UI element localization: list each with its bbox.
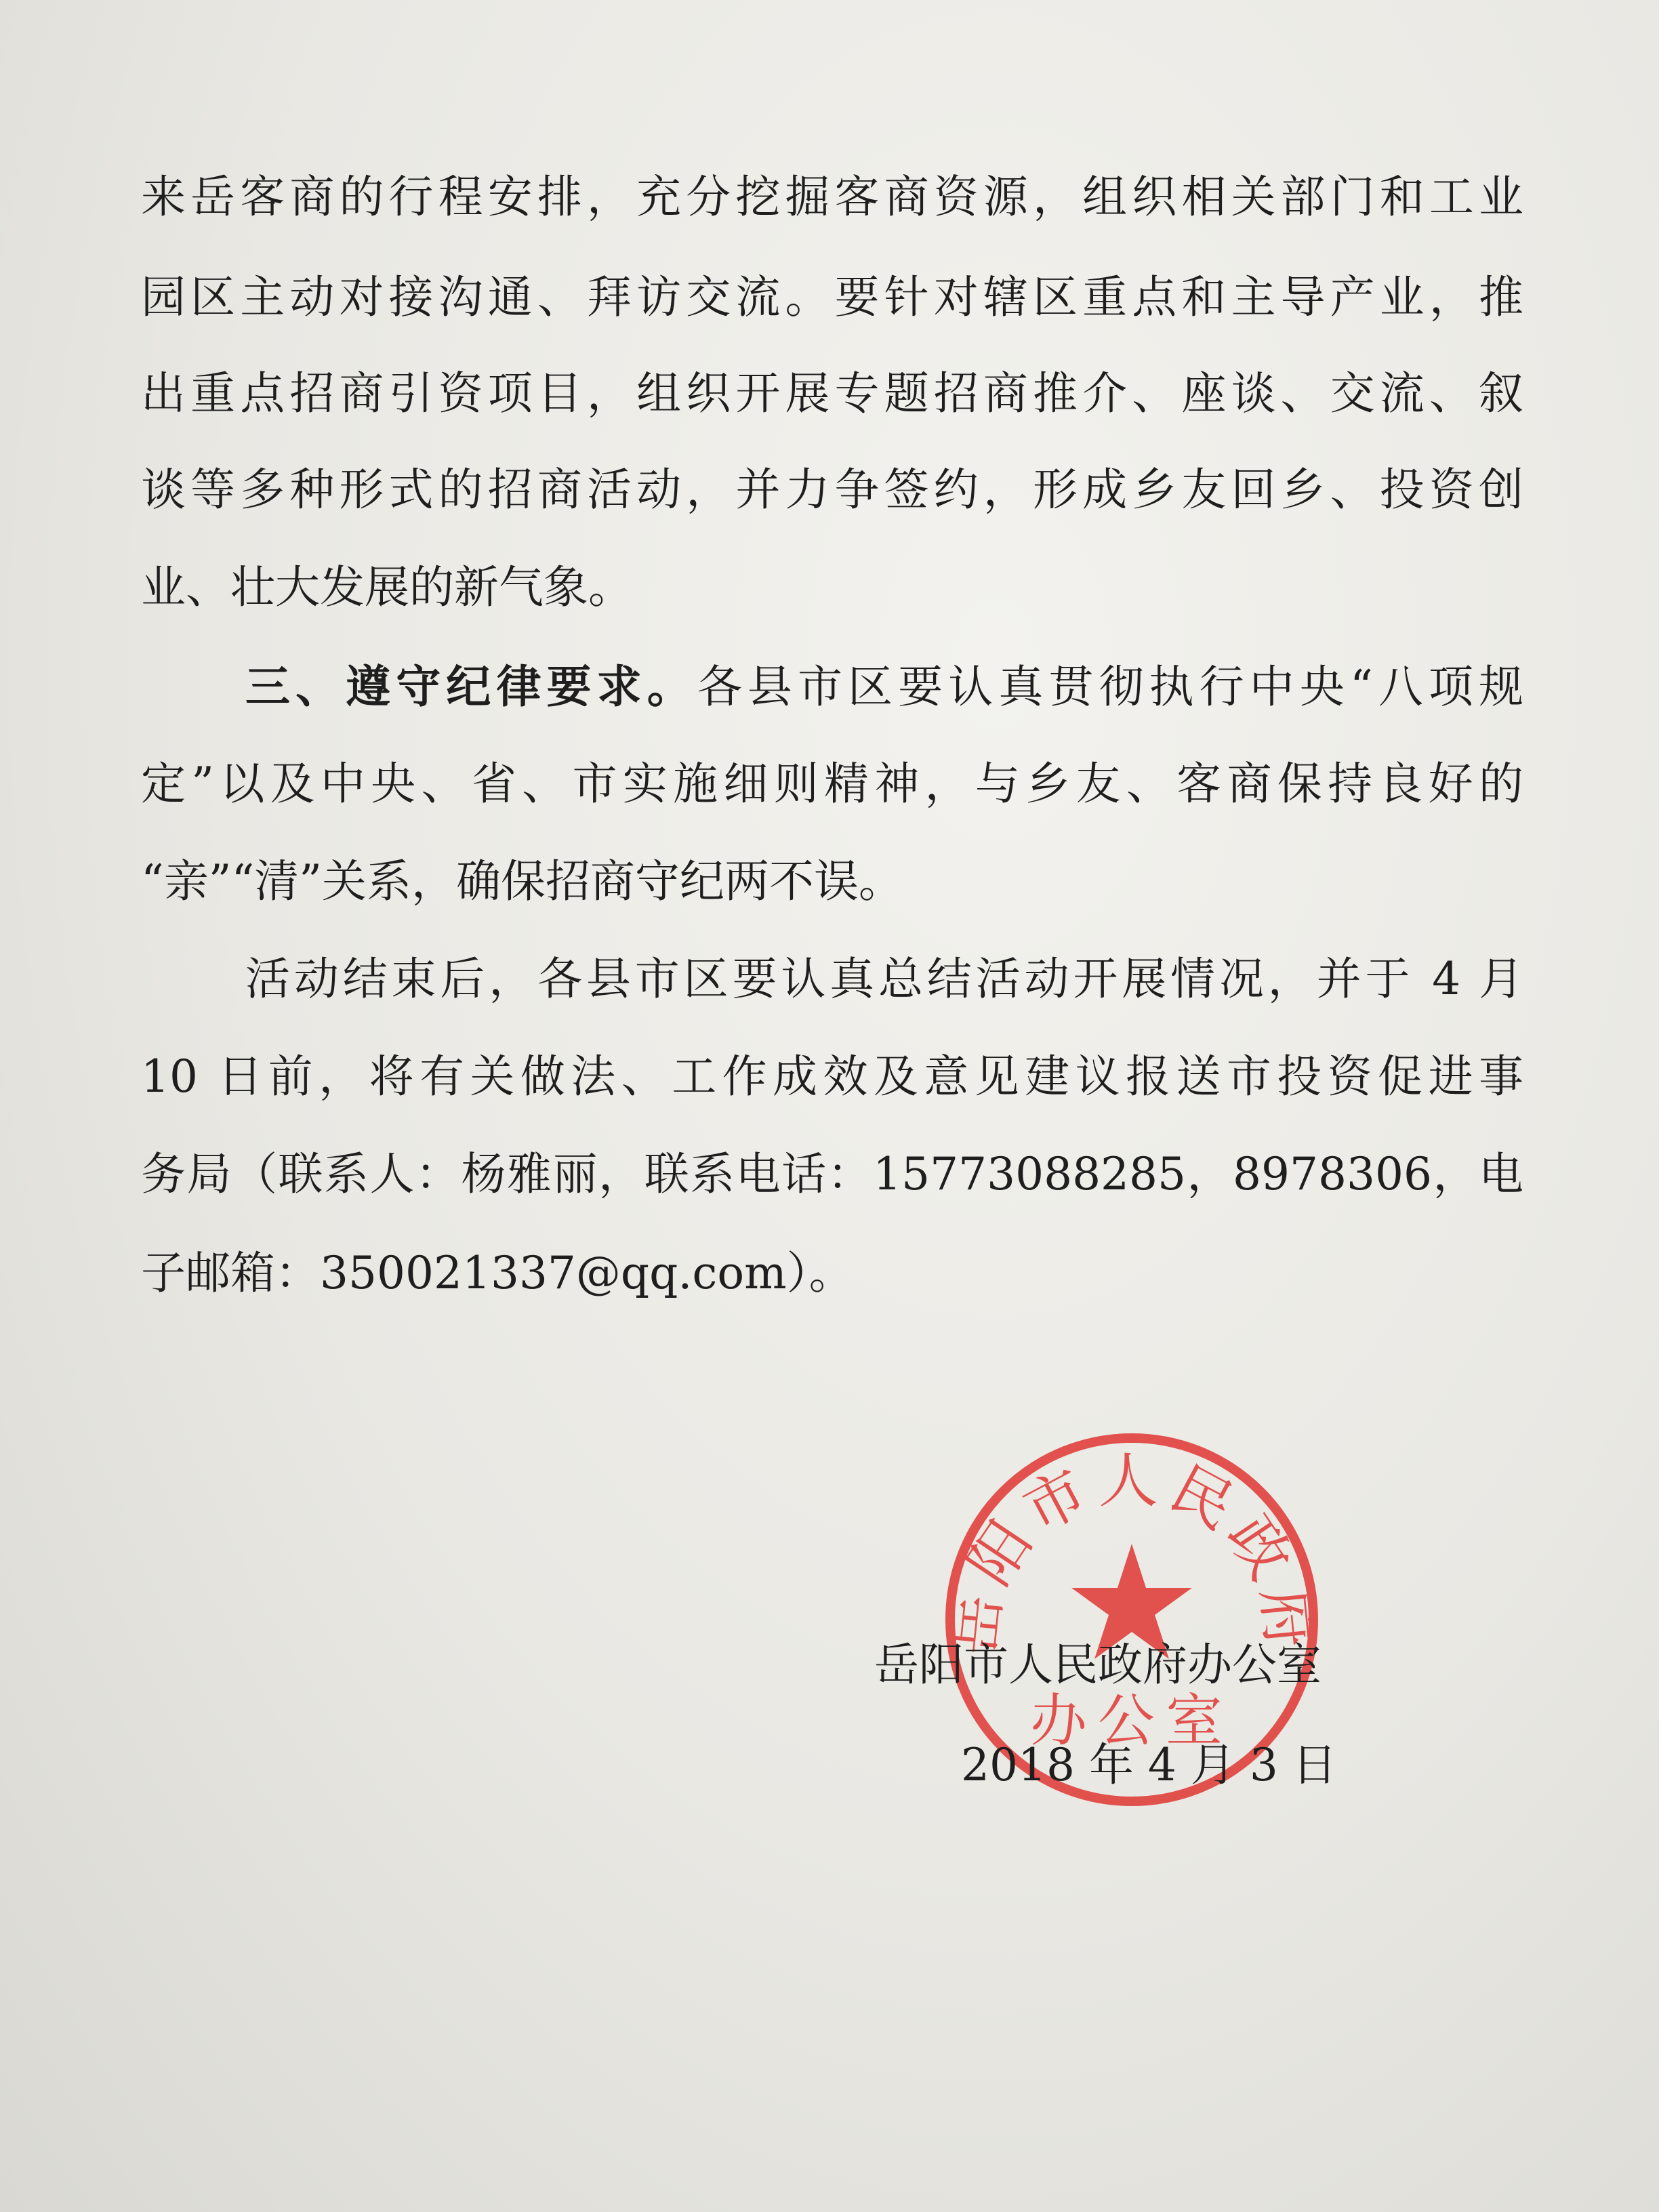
section3-line-1: [245, 660, 1523, 713]
section3-line-3: “亲”“清”关系，确保招商守纪两不误。: [141, 855, 903, 907]
closing-line-2: 10 日前，将有关做法、工作成效及意见建议报送市投资促进事: [141, 1050, 1523, 1103]
closing-line-3: 务局（联系人：杨雅丽，联系电话：15773088285，8978306，电: [141, 1148, 1523, 1200]
issue-date: 2018 年 4 月 3 日: [961, 1739, 1337, 1791]
paragraph1-line-5: 业、壮大发展的新气象。: [141, 561, 633, 613]
paragraph1-line-4: 谈等多种形式的招商活动，并力争签约，形成乡友回乡、投资创: [141, 464, 1523, 516]
paragraph1-line-2: 园区主动对接沟通、拜访交流。要针对辖区重点和主导产业，推: [141, 271, 1523, 323]
issuer-name: 岳阳市人民政府办公室: [874, 1639, 1322, 1691]
section3-heading: 三、遵守纪律要求。: [245, 660, 697, 713]
section3-line-2: 定”以及中央、省、市实施细则精神，与乡友、客商保持良好的: [141, 758, 1523, 810]
closing-line-4: 子邮箱：350021337@qq.com）。: [141, 1247, 854, 1299]
paragraph1-line-1: 来岳客商的行程安排，充分挖掘客商资源，组织相关部门和工业: [141, 171, 1523, 223]
seal-outer-text: 岳阳市人民政府: [938, 1446, 1326, 1658]
closing-line-1: 活动结束后，各县市区要认真总结活动开展情况，并于 4 月: [245, 953, 1523, 1005]
seal-inner-text: 办公室: [1029, 1687, 1234, 1754]
section3-line-1-rest: 各县市区要认真贯彻执行中央“八项规: [697, 661, 1523, 713]
paragraph1-line-3: 出重点招商引资项目，组织开展专题招商推介、座谈、交流、叙: [141, 367, 1523, 419]
